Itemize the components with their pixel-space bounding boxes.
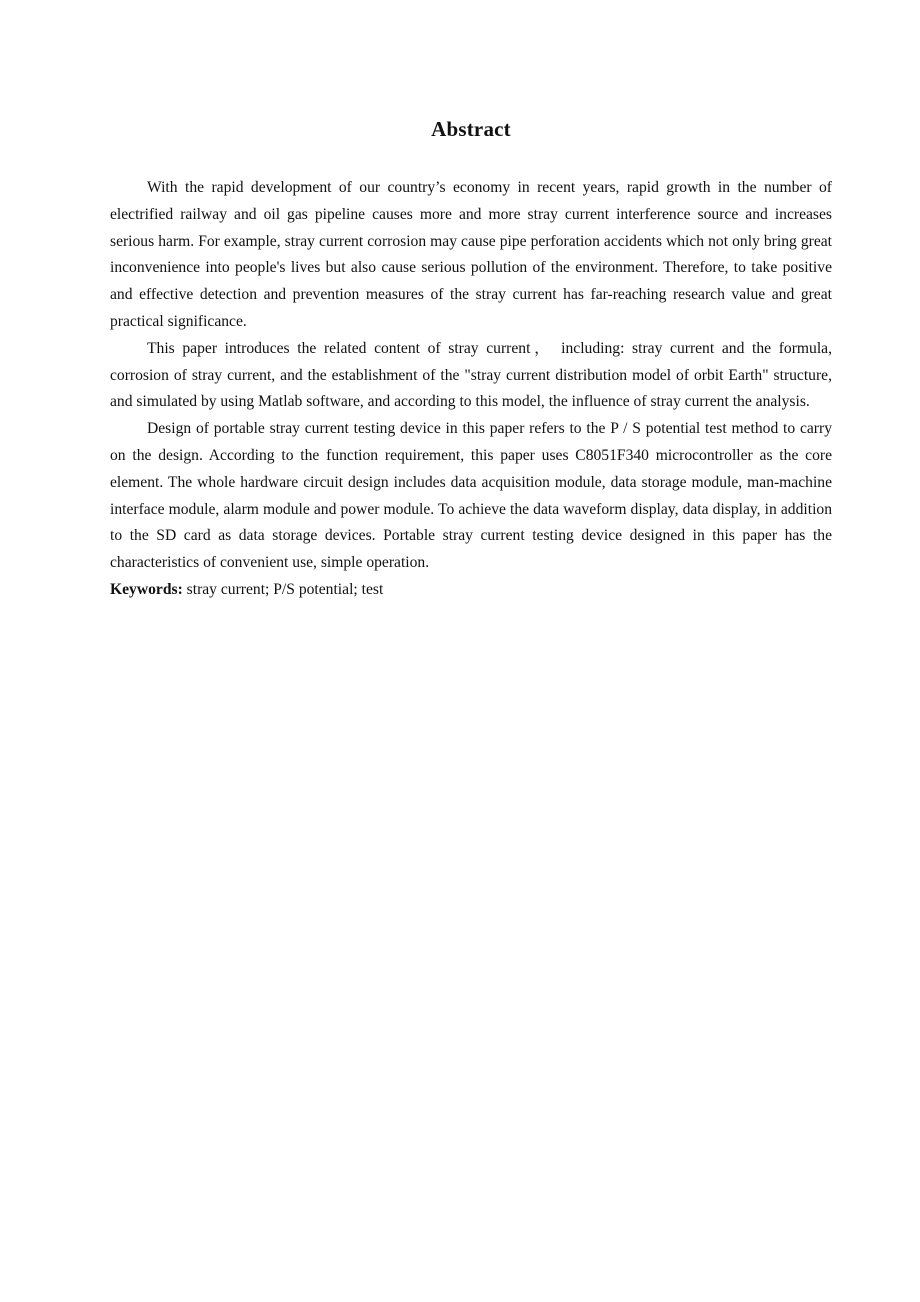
keywords-label: Keywords: — [110, 580, 183, 598]
abstract-paragraph-1: With the rapid development of our country’s economy in recent years, rapid growth in the number of electrified railway and oil gas pipeline causes more and more stray current interference source and increases serious harm. For example, stray current corrosion may cause pipe perforation accidents which not only bring great inconvenience into people's lives but also cause serious pollution of the environment. Therefore, to take positive and effective detection and prevention measures of the stray current has far-reaching research value and great practical significance. — [110, 179, 832, 330]
abstract-section — [110, 113, 832, 604]
abstract-paragraph-2: This paper introduces the related content of stray current， including: stray current and the formula, corrosion of stray current, and the establishment of the "stray current distribution model of orbit Earth" structure, and simulated by using Matlab software, and according to this model, the influence of stray current the analysis. — [110, 339, 832, 411]
abstract-paragraph-3: Design of portable stray current testing device in this paper refers to the P / S potential test method to carry on the design. According to the function requirement, this paper uses C8051F340 microcontroller as the core element. The whole hardware circuit design includes data acquisition module, data storage module, man-machine interface module, alarm module and power module. To achieve the data waveform display, data display, in addition to the SD card as data storage devices. Portable stray current testing device designed in this paper has the characteristics of convenient use, simple operation. — [110, 420, 832, 572]
keywords-line — [110, 577, 832, 604]
abstract-title: Abstract — [431, 117, 511, 141]
keywords-text: stray current; P/S potential; test — [182, 580, 384, 598]
